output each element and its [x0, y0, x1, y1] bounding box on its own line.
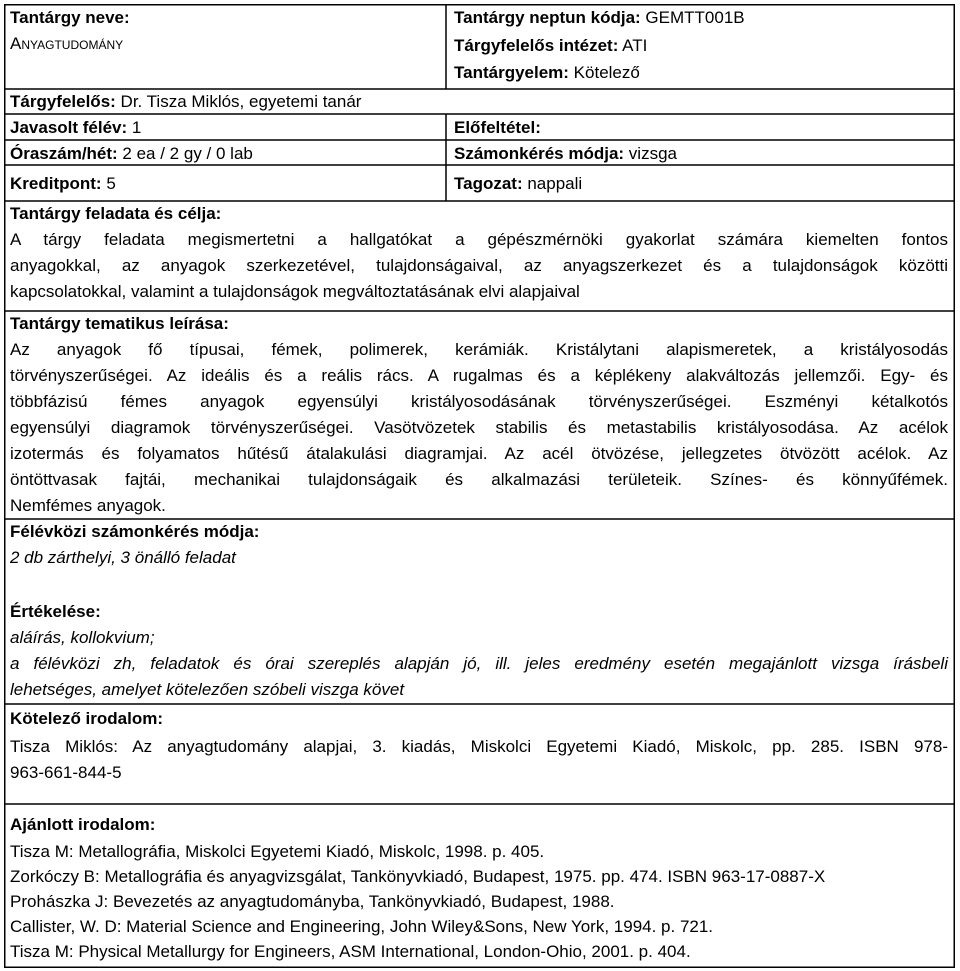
course-name-field	[10, 8, 130, 28]
semester-value: 1	[127, 118, 142, 137]
mandatory-line: 963-661-844-5	[10, 763, 122, 782]
credit-label: Kreditpont:	[10, 174, 102, 193]
course-name-value: Anyagtudomány	[10, 34, 124, 53]
hours-field	[10, 144, 253, 164]
course-sheet	[4, 4, 955, 968]
mandatory-heading: Kötelező irodalom:	[10, 709, 164, 728]
thematic-line: Nemfémes anyagok.	[10, 496, 166, 515]
credit-value: 5	[101, 174, 116, 193]
institute-value: ATI	[618, 36, 648, 55]
course-name-label: Tantárgy neve:	[10, 8, 130, 27]
course-code-label: Tantárgy neptun kódja:	[454, 8, 641, 27]
thematic-heading: Tantárgy tematikus leírása:	[10, 314, 229, 333]
recommended-item: Tisza M: Metallográfia, Miskolci Egyetemi Kiadó, Miskolc, 1998. p. 405.	[10, 842, 545, 861]
course-code-value: GEMTT001B	[640, 8, 745, 27]
recommended-item: Tisza M: Physical Metallurgy for Engineers, ASM International, London-Ohio, 2001. p. 404.	[10, 942, 691, 961]
institute-field	[454, 36, 647, 56]
element-field	[454, 63, 640, 83]
goal-line: anyagokkal, az anyagok szerkezetével, tulajdonságaival, az anyagszerkezet és a tulajdonságok közötti	[10, 256, 948, 275]
section-field	[454, 174, 582, 194]
goal-line: kapcsolatokkal, valamint a tulajdonságok megváltoztatásának elvi alapjaival	[10, 282, 580, 301]
element-value: Kötelező	[568, 63, 640, 82]
prerequisite-field	[454, 118, 541, 138]
semester-label: Javasolt félév:	[10, 118, 128, 137]
responsible-label: Tárgyfelelős:	[10, 92, 116, 111]
mandatory-line: Tisza Miklós: Az anyagtudomány alapjai, 3. kiadás, Miskolci Egyetemi Kiadó, Miskolc, pp. 285. ISBN 978-	[10, 737, 948, 756]
responsible-field	[10, 92, 361, 112]
thematic-line: öntöttvasak fajtái, mechanikai tulajdonságaik és alkalmazási területeik. Színes- és könnyűfémek.	[10, 470, 948, 489]
midterm-heading: Félévközi számonkérés módja:	[10, 522, 260, 541]
exam-type-field	[454, 144, 677, 164]
exam-type-label: Számonkérés módja:	[454, 144, 625, 163]
section-value: nappali	[522, 174, 583, 193]
element-label: Tantárgyelem:	[454, 63, 569, 82]
recommended-item: Prohászka J: Bevezetés az anyagtudományba, Tankönyvkiadó, Budapest, 1988.	[10, 892, 615, 911]
evaluation-heading: Értékelése:	[10, 602, 101, 621]
semester-field	[10, 118, 141, 138]
section-label: Tagozat:	[454, 174, 523, 193]
hours-label: Óraszám/hét:	[10, 144, 118, 163]
recommended-heading: Ajánlott irodalom:	[10, 815, 156, 834]
goal-line: A tárgy feladata megismertetni a hallgatókat a gépészmérnöki gyakorlat számára kiemelten fontos	[10, 230, 948, 249]
goal-heading: Tantárgy feladata és célja:	[10, 204, 222, 223]
thematic-line: egyensúlyi diagramok törvényszerűségei. Vasötvözetek stabilis és metastabilis kristályosodása. Az acélok	[10, 418, 948, 437]
thematic-line: Az anyagok fő típusai, fémek, polimerek, kerámiák. Kristálytani alapismeretek, a kristályosodás	[10, 340, 948, 359]
evaluation-line: aláírás, kollokvium;	[10, 628, 155, 647]
evaluation-line: a félévközi zh, feladatok és órai szereplés alapján jó, ill. jeles eredmény esetén megajánlott vizsga írásbeli	[10, 654, 948, 673]
recommended-item: Zorkóczy B: Metallográfia és anyagvizsgálat, Tankönyvkiadó, Budapest, 1975. pp. 474. ISBN 963-17-0887-X	[10, 867, 826, 886]
institute-label: Tárgyfelelős intézet:	[454, 36, 619, 55]
responsible-value: Dr. Tisza Miklós, egyetemi tanár	[115, 92, 362, 111]
midterm-text: 2 db zárthelyi, 3 önálló feladat	[10, 548, 236, 567]
exam-type-value: vizsga	[624, 144, 677, 163]
evaluation-line: lehetséges, amelyet kötelezően szóbeli viszga követ	[10, 680, 405, 699]
thematic-line: törvényszerűségei. Az ideális és a reális rács. A rugalmas és a képlékeny alakváltozás jellemzői. Egy- és	[10, 366, 948, 385]
thematic-line: többfázisú fémes anyagok egyensúlyi kristályosodásának törvényszerűségei. Eszményi kétalkotós	[10, 392, 948, 411]
prerequisite-label: Előfeltétel:	[454, 118, 541, 137]
thematic-line: izotermás és folyamatos hűtésű átalakulási diagramjai. Az acél ötvözése, jellegzetes ötvözött acélok. Az	[10, 444, 948, 463]
course-code-field	[454, 8, 745, 28]
recommended-item: Callister, W. D: Material Science and Engineering, John Wiley&Sons, New York, 1994. p. 721.	[10, 917, 714, 936]
credit-field	[10, 174, 116, 194]
hours-value: 2 ea / 2 gy / 0 lab	[117, 144, 253, 163]
